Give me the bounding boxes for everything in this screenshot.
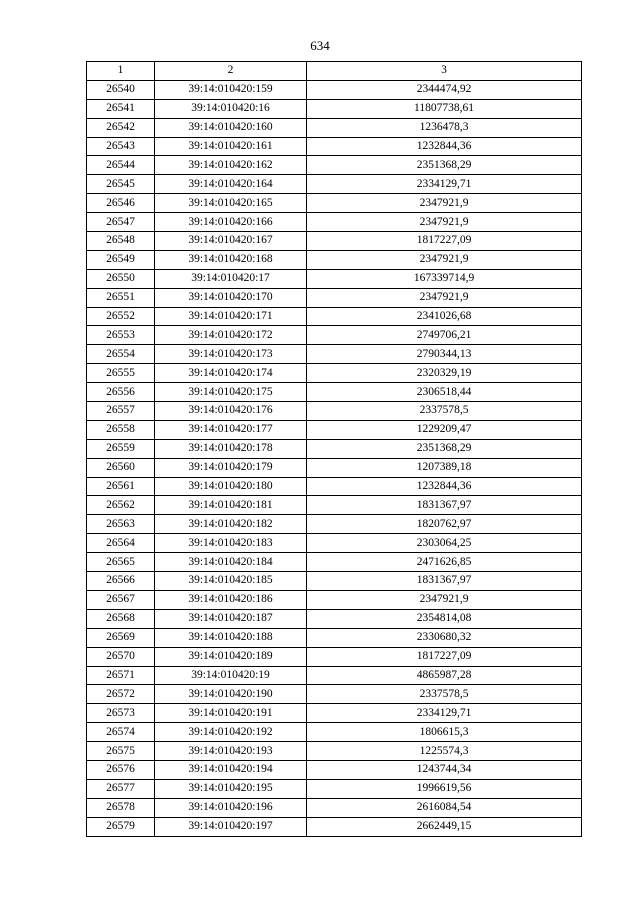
table-row	[87, 704, 582, 723]
value-cell: 1996619,56	[307, 779, 582, 798]
value-cell: 2471626,85	[307, 553, 582, 572]
value-cell: 2337578,5	[307, 402, 582, 421]
value-cell: 1243744,34	[307, 760, 582, 779]
cadastral-number-cell: 39:14:010420:159	[155, 80, 307, 99]
table-row	[87, 572, 582, 591]
row-number-cell: 26544	[87, 156, 155, 175]
value-cell: 167339714,9	[307, 269, 582, 288]
table-row	[87, 628, 582, 647]
value-cell: 2320329,19	[307, 364, 582, 383]
row-number-cell: 26568	[87, 609, 155, 628]
row-number-cell: 26540	[87, 80, 155, 99]
table-row	[87, 590, 582, 609]
value-cell: 2616084,54	[307, 798, 582, 817]
row-number-cell: 26543	[87, 137, 155, 156]
table-row	[87, 307, 582, 326]
table-row	[87, 250, 582, 269]
value-cell: 2790344,13	[307, 345, 582, 364]
row-number-cell: 26563	[87, 515, 155, 534]
cadastral-number-cell: 39:14:010420:170	[155, 288, 307, 307]
cadastral-number-cell: 39:14:010420:178	[155, 439, 307, 458]
value-cell: 1831367,97	[307, 572, 582, 591]
cadastral-number-cell: 39:14:010420:182	[155, 515, 307, 534]
cadastral-number-cell: 39:14:010420:167	[155, 232, 307, 251]
table-row	[87, 647, 582, 666]
table-header-row	[87, 62, 582, 81]
cadastral-number-cell: 39:14:010420:186	[155, 590, 307, 609]
value-cell: 1820762,97	[307, 515, 582, 534]
column-header-3: 3	[307, 62, 582, 81]
row-number-cell: 26578	[87, 798, 155, 817]
value-cell: 2347921,9	[307, 194, 582, 213]
value-cell: 2351368,29	[307, 156, 582, 175]
value-cell: 2334129,71	[307, 704, 582, 723]
table-row	[87, 99, 582, 118]
value-cell: 1806615,3	[307, 723, 582, 742]
cadastral-number-cell: 39:14:010420:179	[155, 458, 307, 477]
row-number-cell: 26548	[87, 232, 155, 251]
value-cell: 1831367,97	[307, 496, 582, 515]
table-row	[87, 496, 582, 515]
table-row	[87, 364, 582, 383]
table-row	[87, 760, 582, 779]
cadastral-number-cell: 39:14:010420:180	[155, 477, 307, 496]
table-row	[87, 269, 582, 288]
table-row	[87, 156, 582, 175]
cadastral-number-cell: 39:14:010420:183	[155, 534, 307, 553]
cadastral-number-cell: 39:14:010420:194	[155, 760, 307, 779]
value-cell: 2749706,21	[307, 326, 582, 345]
value-cell: 2303064,25	[307, 534, 582, 553]
table-row	[87, 609, 582, 628]
value-cell: 4865987,28	[307, 666, 582, 685]
row-number-cell: 26552	[87, 307, 155, 326]
value-cell: 1817227,09	[307, 647, 582, 666]
value-cell: 1232844,36	[307, 477, 582, 496]
cadastral-number-cell: 39:14:010420:187	[155, 609, 307, 628]
value-cell: 2337578,5	[307, 685, 582, 704]
row-number-cell: 26566	[87, 572, 155, 591]
value-cell: 1236478,3	[307, 118, 582, 137]
table-row	[87, 137, 582, 156]
table-row	[87, 515, 582, 534]
column-header-1: 1	[87, 62, 155, 81]
table-row	[87, 553, 582, 572]
data-table	[86, 61, 582, 837]
table-row	[87, 402, 582, 421]
value-cell: 1817227,09	[307, 232, 582, 251]
row-number-cell: 26570	[87, 647, 155, 666]
cadastral-number-cell: 39:14:010420:168	[155, 250, 307, 269]
table-row	[87, 742, 582, 761]
cadastral-number-cell: 39:14:010420:184	[155, 553, 307, 572]
row-number-cell: 26579	[87, 817, 155, 836]
row-number-cell: 26561	[87, 477, 155, 496]
value-cell: 2347921,9	[307, 250, 582, 269]
cadastral-number-cell: 39:14:010420:190	[155, 685, 307, 704]
value-cell: 1232844,36	[307, 137, 582, 156]
cadastral-number-cell: 39:14:010420:165	[155, 194, 307, 213]
row-number-cell: 26558	[87, 420, 155, 439]
value-cell: 1207389,18	[307, 458, 582, 477]
row-number-cell: 26556	[87, 383, 155, 402]
row-number-cell: 26549	[87, 250, 155, 269]
column-header-2: 2	[155, 62, 307, 81]
cadastral-number-cell: 39:14:010420:189	[155, 647, 307, 666]
cadastral-number-cell: 39:14:010420:185	[155, 572, 307, 591]
cadastral-number-cell: 39:14:010420:162	[155, 156, 307, 175]
value-cell: 2662449,15	[307, 817, 582, 836]
value-cell: 2347921,9	[307, 288, 582, 307]
value-cell: 2347921,9	[307, 590, 582, 609]
value-cell: 2344474,92	[307, 80, 582, 99]
table-row	[87, 798, 582, 817]
cadastral-number-cell: 39:14:010420:161	[155, 137, 307, 156]
value-cell: 2351368,29	[307, 439, 582, 458]
table-row	[87, 779, 582, 798]
row-number-cell: 26545	[87, 175, 155, 194]
row-number-cell: 26572	[87, 685, 155, 704]
value-cell: 1225574,3	[307, 742, 582, 761]
cadastral-number-cell: 39:14:010420:175	[155, 383, 307, 402]
cadastral-number-cell: 39:14:010420:171	[155, 307, 307, 326]
cadastral-number-cell: 39:14:010420:19	[155, 666, 307, 685]
cadastral-number-cell: 39:14:010420:173	[155, 345, 307, 364]
row-number-cell: 26562	[87, 496, 155, 515]
value-cell: 1229209,47	[307, 420, 582, 439]
row-number-cell: 26541	[87, 99, 155, 118]
row-number-cell: 26547	[87, 213, 155, 232]
cadastral-number-cell: 39:14:010420:192	[155, 723, 307, 742]
value-cell: 11807738,61	[307, 99, 582, 118]
table-row	[87, 175, 582, 194]
cadastral-number-cell: 39:14:010420:166	[155, 213, 307, 232]
row-number-cell: 26551	[87, 288, 155, 307]
value-cell: 2354814,08	[307, 609, 582, 628]
table-row	[87, 458, 582, 477]
row-number-cell: 26571	[87, 666, 155, 685]
table-row	[87, 232, 582, 251]
page-number: 634	[310, 38, 330, 53]
row-number-cell: 26574	[87, 723, 155, 742]
cadastral-number-cell: 39:14:010420:193	[155, 742, 307, 761]
cadastral-number-cell: 39:14:010420:176	[155, 402, 307, 421]
row-number-cell: 26546	[87, 194, 155, 213]
table-row	[87, 666, 582, 685]
row-number-cell: 26575	[87, 742, 155, 761]
cadastral-number-cell: 39:14:010420:164	[155, 175, 307, 194]
cadastral-number-cell: 39:14:010420:177	[155, 420, 307, 439]
cadastral-number-cell: 39:14:010420:188	[155, 628, 307, 647]
cadastral-number-cell: 39:14:010420:195	[155, 779, 307, 798]
cadastral-number-cell: 39:14:010420:174	[155, 364, 307, 383]
cadastral-number-cell: 39:14:010420:197	[155, 817, 307, 836]
cadastral-number-cell: 39:14:010420:160	[155, 118, 307, 137]
table-row	[87, 288, 582, 307]
row-number-cell: 26564	[87, 534, 155, 553]
row-number-cell: 26542	[87, 118, 155, 137]
table-row	[87, 439, 582, 458]
value-cell: 2306518,44	[307, 383, 582, 402]
row-number-cell: 26569	[87, 628, 155, 647]
value-cell: 2347921,9	[307, 213, 582, 232]
table-row	[87, 420, 582, 439]
table-row	[87, 80, 582, 99]
table-row	[87, 534, 582, 553]
cadastral-number-cell: 39:14:010420:172	[155, 326, 307, 345]
cadastral-number-cell: 39:14:010420:196	[155, 798, 307, 817]
value-cell: 2330680,32	[307, 628, 582, 647]
table-row	[87, 723, 582, 742]
cadastral-number-cell: 39:14:010420:181	[155, 496, 307, 515]
cadastral-number-cell: 39:14:010420:191	[155, 704, 307, 723]
row-number-cell: 26573	[87, 704, 155, 723]
row-number-cell: 26577	[87, 779, 155, 798]
row-number-cell: 26553	[87, 326, 155, 345]
row-number-cell: 26550	[87, 269, 155, 288]
row-number-cell: 26555	[87, 364, 155, 383]
table-row	[87, 817, 582, 836]
row-number-cell: 26557	[87, 402, 155, 421]
table-row	[87, 685, 582, 704]
row-number-cell: 26560	[87, 458, 155, 477]
value-cell: 2334129,71	[307, 175, 582, 194]
value-cell: 2341026,68	[307, 307, 582, 326]
table-row	[87, 477, 582, 496]
cadastral-number-cell: 39:14:010420:16	[155, 99, 307, 118]
table-row	[87, 213, 582, 232]
table-body	[87, 80, 582, 836]
row-number-cell: 26554	[87, 345, 155, 364]
row-number-cell: 26576	[87, 760, 155, 779]
cadastral-number-cell: 39:14:010420:17	[155, 269, 307, 288]
table-row	[87, 326, 582, 345]
table-row	[87, 345, 582, 364]
row-number-cell: 26565	[87, 553, 155, 572]
row-number-cell: 26567	[87, 590, 155, 609]
table-row	[87, 194, 582, 213]
row-number-cell: 26559	[87, 439, 155, 458]
table-row	[87, 383, 582, 402]
table-row	[87, 118, 582, 137]
